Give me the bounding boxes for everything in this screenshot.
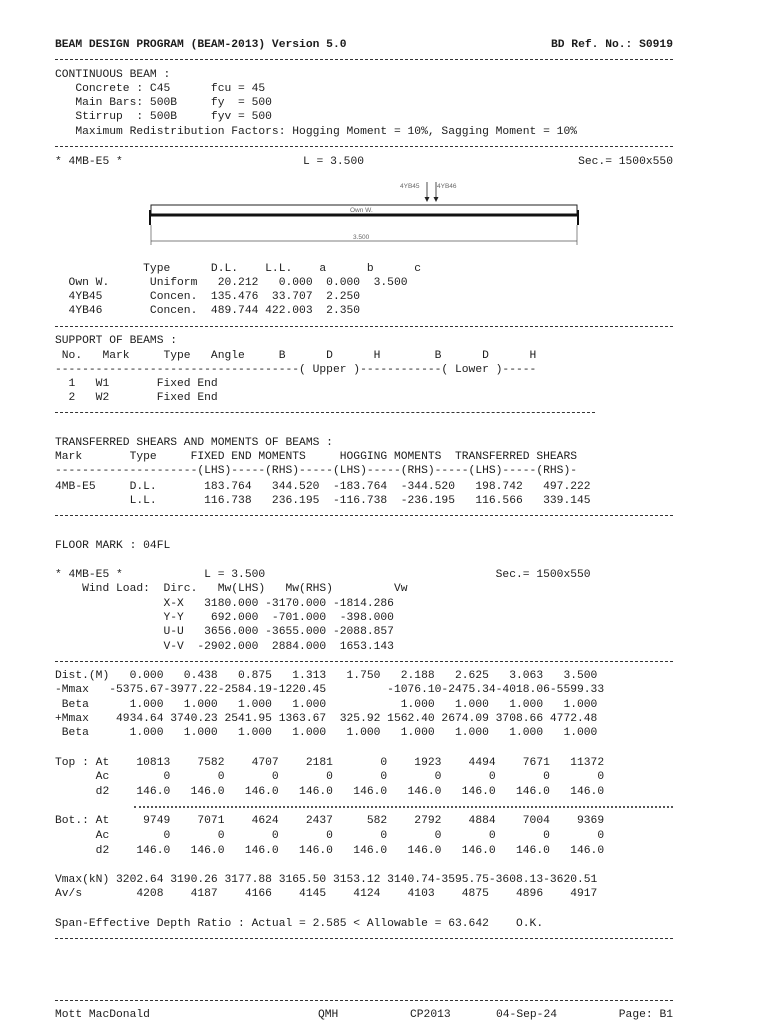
- loads-table-header: Type D.L. L.L. a b c: [55, 263, 422, 275]
- bottom-effective-depth-row: d2 146.0 146.0 146.0 146.0 146.0 146.0 146.0 146.0 146.0: [55, 845, 605, 857]
- positive-moment-row: +Mmax 4934.64 3740.23 2541.95 1363.67 325.92 1562.40 2674.09 3708.66 4772.48: [55, 713, 598, 725]
- support-heading: SUPPORT OF BEAMS :: [55, 335, 178, 347]
- redistribution-factors: Maximum Redistribution Factors: Hogging Moment = 10%, Sagging Moment = 10%: [55, 126, 578, 138]
- load-label-4yb45: 4YB45: [400, 183, 420, 190]
- continuous-beam-heading: CONTINUOUS BEAM :: [55, 69, 171, 81]
- divider: [55, 326, 673, 327]
- transferred-heading: TRANSFERRED SHEARS AND MOMENTS OF BEAMS :: [55, 437, 333, 449]
- company-name: Mott MacDonald: [55, 1009, 150, 1021]
- load-row: 4YB46 Concen. 489.744 422.003 2.350: [55, 305, 361, 317]
- divider: [55, 938, 673, 939]
- divider: [55, 146, 673, 147]
- support-row: 2 W2 Fixed End: [55, 392, 218, 404]
- load-label-4yb46: 4YB46: [437, 183, 457, 190]
- transferred-row: 4MB-E5 D.L. 183.764 344.520 -183.764 -344.520 198.742 497.222: [55, 481, 591, 493]
- distance-row: Dist.(M) 0.000 0.438 0.875 1.313 1.750 2.188 2.625 3.063 3.500: [55, 670, 598, 682]
- program-title: BEAM DESIGN PROGRAM (BEAM-2013) Version 5.0: [55, 39, 347, 51]
- transferred-table-subheader: ---------------------(LHS)-----(RHS)-----(LHS)-----(RHS)-----(LHS)-----(RHS)-: [55, 465, 578, 477]
- bottom-steel-required-row: Bot.: At 9749 7071 4624 2437 582 2792 4884 7004 9369: [55, 815, 605, 827]
- load-row: Own W. Uniform 20.212 0.000 0.000 3.500: [55, 277, 408, 289]
- top-effective-depth-row: d2 146.0 146.0 146.0 146.0 146.0 146.0 146.0 146.0 146.0: [55, 786, 605, 798]
- divider: [55, 661, 673, 662]
- beam-mark: * 4MB-E5 *: [55, 156, 123, 168]
- wind-load-row: X-X 3180.000 -3170.000 -1814.286: [55, 598, 394, 610]
- wind-load-row: U-U 3656.000 -3655.000 -2088.857: [55, 626, 394, 638]
- shear-link-row: Av/s 4208 4187 4166 4145 4124 4103 4875 4896 4917: [55, 888, 598, 900]
- top-compression-steel-row: Ac 0 0 0 0 0 0 0 0 0: [55, 771, 605, 783]
- arrow-head-icon: [434, 197, 439, 202]
- design-code: CP2013: [410, 1009, 451, 1021]
- dimension-label: 3.500: [353, 234, 370, 241]
- support-row: 1 W1 Fixed End: [55, 378, 218, 390]
- support-table-header: No. Mark Type Angle B D H B D H: [55, 350, 537, 362]
- negative-beta-row: Beta 1.000 1.000 1.000 1.000 1.000 1.000 1.000 1.000: [55, 699, 598, 711]
- support-table-subheader: ------------------------------------( Upper )------------( Lower )-----: [55, 364, 537, 376]
- udl-label: Own W.: [350, 207, 373, 214]
- divider: [55, 515, 673, 516]
- span-depth-ratio: Span-Effective Depth Ratio : Actual = 2.585 < Allowable = 63.642 O.K.: [55, 918, 544, 930]
- divider: [55, 59, 673, 60]
- load-row: 4YB45 Concen. 135.476 33.707 2.250: [55, 291, 361, 303]
- main-bars-grade: Main Bars: 500B fy = 500: [55, 97, 272, 109]
- positive-beta-row: Beta 1.000 1.000 1.000 1.000 1.000 1.000 1.000 1.000 1.000: [55, 727, 598, 739]
- page-number: Page: B1: [618, 1009, 673, 1021]
- author-code: QMH: [318, 1009, 339, 1021]
- print-date: 04-Sep-24: [496, 1009, 558, 1021]
- bd-ref-number: BD Ref. No.: S0919: [550, 39, 673, 51]
- section-size: Sec.= 1500x550: [578, 156, 673, 168]
- top-steel-required-row: Top : At 10813 7582 4707 2181 0 1923 4494 7671 11372: [55, 757, 605, 769]
- span-length: L = 3.500: [303, 156, 365, 168]
- bottom-compression-steel-row: Ac 0 0 0 0 0 0 0 0 0: [55, 830, 605, 842]
- floor-mark: FLOOR MARK : 04FL: [55, 540, 171, 552]
- dotted-separator: [134, 806, 673, 808]
- divider: [55, 412, 595, 413]
- wind-load-header: Wind Load: Dirc. Mw(LHS) Mw(RHS) Vw: [55, 583, 408, 595]
- floor-span-line: * 4MB-E5 * L = 3.500 Sec.= 1500x550: [55, 569, 591, 581]
- wind-load-row: Y-Y 692.000 -701.000 -398.000: [55, 612, 394, 624]
- stirrup-grade: Stirrup : 500B fyv = 500: [55, 111, 272, 123]
- max-shear-row: Vmax(kN) 3202.64 3190.26 3177.88 3165.50 3153.12 3140.74-3595.75-3608.13-3620.51: [55, 874, 598, 886]
- wind-load-row: V-V -2902.000 2884.000 1653.143: [55, 641, 394, 653]
- divider: [55, 1000, 673, 1001]
- concrete-grade: Concrete : C45 fcu = 45: [55, 83, 266, 95]
- arrow-head-icon: [425, 197, 430, 202]
- transferred-table-header: Mark Type FIXED END MOMENTS HOGGING MOMENTS TRANSFERRED SHEARS: [55, 451, 578, 463]
- negative-moment-row: -Mmax -5375.67-3977.22-2584.19-1220.45 -1076.10-2475.34-4018.06-5599.33: [55, 684, 605, 696]
- transferred-row: L.L. 116.738 236.195 -116.738 -236.195 116.566 339.145: [55, 495, 591, 507]
- beam-load-diagram: [140, 175, 590, 250]
